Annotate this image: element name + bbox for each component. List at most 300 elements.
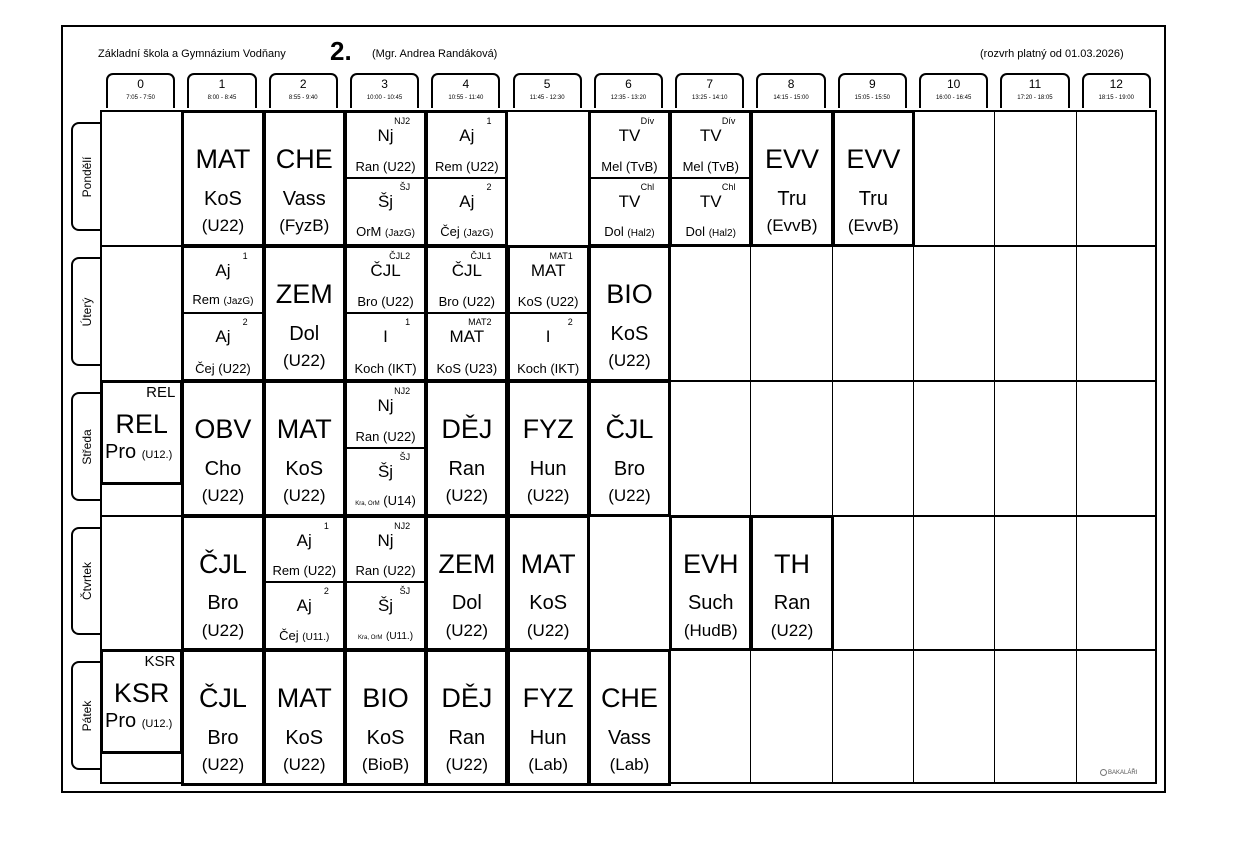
group-label: ŠJ [399,181,411,192]
lesson-group[interactable] [347,248,424,314]
room: (U22) [201,216,245,236]
period-number: 8 [787,77,795,91]
subject: ČJL [198,549,247,580]
teacher: Such [687,592,734,615]
lesson-group[interactable] [510,314,587,380]
subject: EVV [765,144,820,175]
day-name: Středa [79,428,94,465]
lesson-cell[interactable] [669,110,752,247]
room: (U22) [282,486,326,506]
teacher: Ran [448,457,486,480]
group-label: Chl [721,181,736,192]
subject: BIO [362,683,409,714]
group-label: 2 [567,316,573,327]
lesson-cell[interactable] [750,515,833,651]
room: (U22) [383,158,416,174]
group-label: ČJL1 [470,251,492,261]
subject: Nj [377,531,394,550]
subject: TV [699,191,722,211]
lesson-cell[interactable] [669,515,752,651]
day-name: Pátek [79,700,94,731]
teacher-room [428,225,505,241]
lesson-cell[interactable] [344,110,427,247]
period-number: 3 [381,77,388,91]
teacher: Ran [773,592,811,615]
group-label: 1 [405,316,411,327]
lesson-group[interactable] [184,248,261,314]
lesson-cell[interactable] [588,245,671,382]
period-time: 10:00 - 10:45 [366,95,403,101]
lesson-cell[interactable] [425,515,508,651]
subject: EVH [682,549,739,580]
group-label: NJ2 [394,521,411,531]
teacher: KoS [366,726,405,749]
room: (TvB) [625,158,658,174]
subject: ZEM [275,279,333,310]
teacher-room [672,160,749,174]
period-number: 9 [868,77,876,91]
period-header [106,73,175,108]
room: (JazG) [223,295,254,307]
room: (U14) [383,493,416,508]
subject: Aj [459,191,475,211]
bakalari-logo: BAKALÁŘI [1108,770,1138,776]
subject: I [545,326,551,346]
room: (U11.) [302,632,330,643]
period-header [1082,73,1151,108]
teacher: Bro [613,457,645,480]
period-number: 0 [137,77,144,91]
school-name: Základní škola a Gymnázium Vodňany [98,48,286,60]
lesson-cell[interactable] [507,245,590,382]
teacher: KoS [204,187,242,210]
lesson-group[interactable] [347,179,424,245]
room: (U22) [303,563,337,578]
room: (U22) [381,293,414,309]
teacher: KoS [610,322,649,345]
subject: Aj [296,596,312,615]
group-label: 2 [486,181,492,192]
teacher: Dol [685,224,706,239]
teacher: Mel [682,158,704,174]
bakalari-logo-icon [1100,769,1107,776]
lesson-group[interactable] [428,179,505,245]
teacher-room [347,225,424,241]
lesson-cell[interactable] [507,380,590,517]
subject: MAT [449,326,485,346]
lesson-group[interactable] [428,113,505,179]
teacher-room [184,362,261,376]
lesson-cell[interactable] [750,110,833,247]
subject: ČJL [370,261,401,280]
subject: ČJL [605,414,654,445]
subject: Aj [215,261,231,280]
teacher-room [105,441,180,466]
subject: REL [115,408,168,439]
lesson-group[interactable] [591,113,668,179]
period-header [675,73,744,108]
teacher: Bro [207,726,239,749]
teacher: Koch [354,361,385,376]
group-label: NJ2 [394,116,411,126]
period-header [431,73,500,108]
subject: CHE [600,683,658,714]
lesson-group[interactable] [428,248,505,314]
period-time: 16:00 - 16:45 [935,95,972,101]
lesson-cell[interactable] [181,380,264,517]
lesson-cell[interactable] [100,649,183,754]
subject: OBV [194,414,252,445]
subject: MAT [276,414,332,445]
subject: Šj [377,191,394,211]
teacher: Čej [195,361,215,376]
period-number: 10 [946,77,961,91]
period-time: 8:00 - 8:45 [207,95,237,101]
lesson-cell[interactable] [832,110,915,247]
subject: CHE [275,144,333,175]
teacher-room [347,295,424,309]
period-time: 11:45 - 12:30 [529,95,565,101]
room: (U22) [545,293,579,309]
group-label: 1 [323,521,329,531]
teacher: Ran [355,158,380,174]
room: (U22) [608,351,651,371]
class-name: 2. [330,36,352,66]
subject: Aj [459,126,475,145]
teacher: Mel [601,158,623,174]
room: (IKT) [550,361,580,376]
subject: TV [618,191,641,211]
teacher: KoS [285,457,324,480]
lesson-cell[interactable] [507,649,590,786]
teacher: Rem [192,291,220,307]
teacher: Ran [448,726,486,749]
teacher: Bro [357,293,378,309]
period-header [594,73,663,108]
room: (U22) [462,293,496,309]
teacher-room [591,225,668,241]
lesson-cell[interactable] [181,110,264,247]
room: (JazG) [384,228,415,239]
subject: ZEM [438,549,496,580]
room: (U22) [445,620,489,640]
period-time: 7:05 - 7:50 [126,95,155,101]
day-label [71,257,100,366]
teacher-room [510,362,587,376]
teacher: KoS [436,361,462,376]
lesson-cell[interactable] [181,245,264,382]
subject: I [383,326,388,346]
day-name: Pondělí [79,156,94,197]
group-label: 1 [486,116,492,126]
group-label: 2 [242,316,248,327]
lesson-group[interactable] [672,179,749,245]
lesson-group[interactable] [591,179,668,245]
lesson-group[interactable] [347,314,424,380]
period-number: 4 [462,77,470,91]
room: (TvB) [707,158,739,174]
subject: BIO [606,279,653,310]
lesson-cell[interactable] [263,649,346,786]
lesson-cell[interactable] [263,380,346,517]
teacher: Tru [858,187,888,210]
room: (EvvB) [847,216,899,236]
period-header [513,73,582,108]
teacher: Ran [355,563,380,578]
teacher-room [428,160,505,174]
lesson-group[interactable] [672,113,749,179]
teacher: Hun [529,726,567,749]
teacher: Pro [105,440,137,463]
teacher: Čej [440,224,460,239]
teacher: Kra, OrM [358,635,383,641]
teacher-room [672,225,749,241]
room: (U22) [282,755,326,775]
teacher-room [105,710,180,735]
group-label: MAT1 [549,251,573,261]
group-label: ŠJ [399,451,411,462]
teacher: Čej [279,628,299,643]
subject: Šj [377,461,394,481]
room: (Hal2) [708,228,736,239]
room: (U22) [608,486,651,506]
subject: FYZ [522,683,574,714]
period-time: 12:35 - 13:20 [610,95,647,101]
subject: TV [618,126,641,145]
teacher-room [428,362,505,376]
teacher: Pro [105,709,137,732]
subject: KSR [113,677,170,708]
lesson-group[interactable] [347,383,424,449]
group-label: MAT2 [468,316,492,327]
teacher: Vass [282,187,326,210]
lesson-group[interactable] [347,518,424,583]
lesson-cell[interactable] [588,380,671,517]
teacher: Bro [438,293,459,309]
period-header [919,73,988,108]
subject: MAT [276,683,332,714]
teacher: KoS [517,293,543,309]
room: (U11.) [386,631,414,642]
room: (U22) [201,755,245,775]
day-label [71,527,100,635]
teacher-room [184,293,261,309]
day-name: Úterý [79,297,94,326]
lesson-cell[interactable] [507,515,590,651]
room: (BioB) [361,755,410,775]
lesson-cell[interactable] [181,649,264,786]
day-label [71,122,100,231]
teacher: Rem [272,563,300,578]
grid-column-line [994,110,995,784]
room: (U22) [282,351,326,371]
room: (U22) [445,486,489,506]
teacher: KoS [285,726,324,749]
period-header [187,73,256,108]
lesson-cell[interactable] [100,380,183,485]
teacher: Koch [517,361,547,376]
room: (U22) [770,620,814,640]
room: (U22) [526,620,570,640]
subject: MAT [195,144,251,175]
lesson-cell[interactable] [344,245,427,382]
room: (U12.) [141,448,173,461]
teacher-room [266,564,343,578]
teacher-room [347,362,424,376]
room: (U12.) [141,717,173,730]
teacher: Bro [207,592,239,615]
teacher-room [347,628,424,645]
subject: MAT [520,549,576,580]
teacher-room [428,295,505,309]
lesson-cell[interactable] [263,515,346,651]
lesson-cell[interactable] [344,380,427,517]
group-label: 1 [242,251,248,261]
room: (EvvB) [766,216,818,236]
lesson-group[interactable] [347,449,424,515]
lesson-group[interactable] [510,248,587,314]
teacher: Dol [604,224,624,239]
teacher: Rem [435,158,463,174]
room: (U22) [218,361,251,376]
lesson-group[interactable] [347,113,424,179]
subject: TV [699,126,722,145]
subject: Aj [296,531,312,550]
room: (JazG) [463,228,494,239]
class-teacher: (Mgr. Andrea Randáková) [372,48,498,60]
group-label: Dív [640,116,655,126]
lesson-cell[interactable] [425,380,508,517]
period-time: 13:25 - 14:10 [692,95,728,101]
period-time: 10:55 - 11:40 [448,95,484,101]
group-label: 2 [323,586,329,596]
room: (Hal2) [627,228,655,239]
room: (U22) [466,158,499,174]
teacher-room [347,430,424,444]
teacher: Hun [529,457,567,480]
period-time: 18:15 - 19:00 [1098,95,1134,101]
subject: ČJL [198,683,247,714]
room: (U22) [201,486,245,506]
lesson-cell[interactable] [181,515,264,651]
room: (FyzB) [279,216,330,236]
period-time: 17:20 - 18:05 [1017,95,1053,101]
grid-column-line [1076,110,1077,784]
room: (Lab) [528,755,568,775]
period-header [350,73,419,108]
group-label: ČJL2 [389,251,411,261]
group-label: Chl [640,181,655,192]
lesson-group[interactable] [428,314,505,380]
period-number: 11 [1028,77,1042,91]
room: (U22) [383,563,416,578]
teacher: Dol [451,592,482,615]
period-header [838,73,907,108]
period-time: 14:15 - 15:00 [773,95,809,101]
period-number: 12 [1109,77,1123,91]
lesson-cell[interactable] [588,649,671,786]
group-label: Dív [721,116,736,126]
teacher-room [347,160,424,174]
teacher: Cho [204,457,242,480]
teacher: KoS [529,592,568,615]
lesson-cell[interactable] [425,245,508,382]
subject: ČJL [451,261,482,280]
subject: EVV [846,144,901,175]
room: (IKT) [387,361,417,376]
lesson-group[interactable] [266,518,343,583]
day-name: Čtvrtek [79,561,94,601]
lesson-cell[interactable] [425,649,508,786]
subject: MAT [530,261,566,280]
subject: FYZ [522,414,574,445]
subject: Šj [377,596,394,615]
period-number: 5 [543,77,551,91]
subject: Aj [215,326,231,346]
lesson-group[interactable] [266,583,343,648]
subject: DĚJ [441,414,493,445]
period-number: 6 [625,77,632,91]
subject: DĚJ [441,683,493,714]
teacher: OrM [356,224,382,239]
lesson-cell[interactable] [263,245,346,382]
period-time: 15:05 - 15:50 [854,95,891,101]
period-header [1000,73,1069,108]
teacher: Tru [777,187,807,210]
lesson-cell[interactable] [425,110,508,247]
room: (U22) [383,428,416,444]
lesson-group[interactable] [347,583,424,648]
room: (U23) [464,361,498,376]
lesson-cell[interactable] [263,110,346,247]
day-label [71,661,100,770]
teacher-room [510,295,587,309]
group-label: ŠJ [399,586,411,596]
subject: TH [774,549,811,580]
teacher: Vass [607,726,651,749]
group-label: REL [146,384,176,401]
lesson-group[interactable] [184,314,261,380]
period-number: 2 [299,77,307,91]
teacher-room [266,629,343,645]
period-header [269,73,338,108]
teacher-room [591,160,668,174]
room: (U22) [526,486,570,506]
teacher: Kra, OrM [355,501,380,507]
period-number: 1 [218,77,226,91]
room: (U22) [201,620,245,640]
room: (Lab) [609,755,650,775]
period-number: 7 [706,77,714,91]
period-header [756,73,825,108]
room: (HudB) [683,620,738,640]
room: (U22) [445,755,489,775]
validity-date: (rozvrh platný od 01.03.2026) [980,48,1124,60]
teacher-room [347,564,424,578]
subject: Nj [377,126,394,145]
lesson-cell[interactable] [588,110,671,247]
teacher: Ran [355,428,380,444]
period-time: 8:55 - 9:40 [288,95,318,101]
subject: Nj [377,396,394,415]
teacher: Dol [289,322,320,345]
lesson-cell[interactable] [344,515,427,651]
teacher-room [347,494,424,511]
group-label: NJ2 [394,386,411,396]
group-label: KSR [144,653,176,670]
lesson-cell[interactable] [344,649,427,786]
day-label [71,392,100,501]
